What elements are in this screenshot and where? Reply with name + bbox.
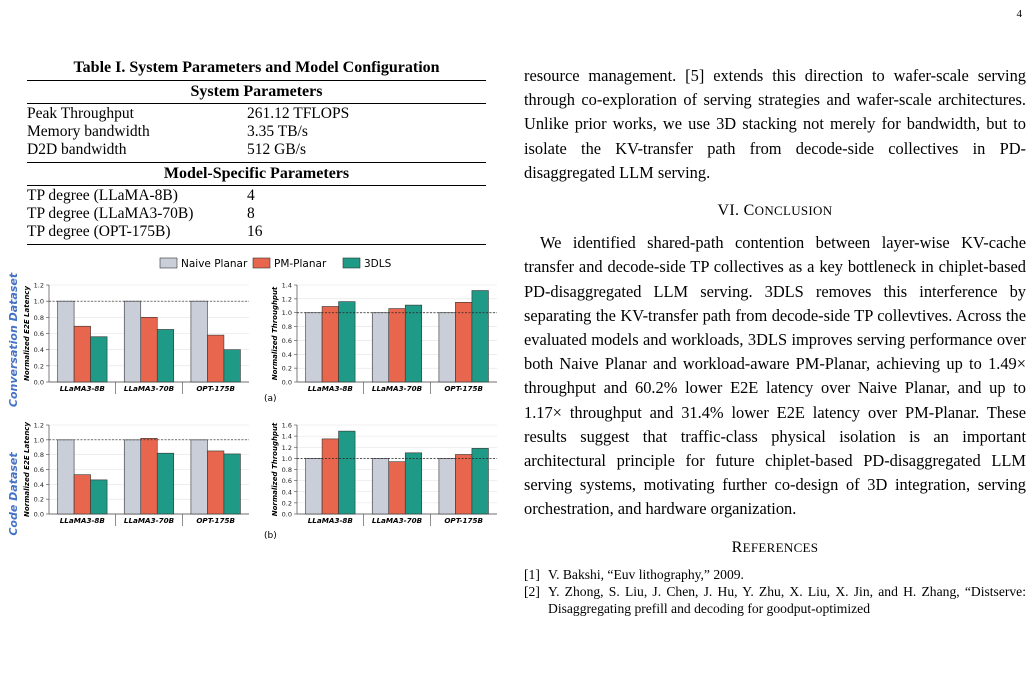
bar-3dls xyxy=(224,350,241,382)
table-caption: Table I. System Parameters and Model Configuration xyxy=(73,59,440,76)
table-row: Memory bandwidth 3.35 TB/s xyxy=(27,123,308,140)
page-number: 4 xyxy=(1016,8,1022,20)
x-tick-label: LLaMA3-8B xyxy=(307,384,353,393)
bar-3dls xyxy=(157,453,174,514)
bar-naive-planar xyxy=(372,313,389,382)
y-axis-label: Normalized E2E Latency xyxy=(23,421,31,518)
results-figure xyxy=(0,256,510,546)
y-tick-label: 0.2 xyxy=(281,364,292,373)
bar-3dls xyxy=(339,302,356,382)
bar-pm-planar xyxy=(207,451,224,514)
legend-swatch-pm xyxy=(253,258,270,268)
y-tick-label: 1.0 xyxy=(281,454,292,463)
bar-3dls xyxy=(157,329,174,382)
intro-paragraph: resource management. [5] extends this direction to wafer-scale serving through co-exploration of serving strategies and wafer-scale architectures. Unlike prior works, we use 3D stacking not merely for bandwidth, but to isolate the KV-transfer path from decode-side collectives in PD-disaggregated LLM serving. xyxy=(524,66,1026,182)
conclusion-heading: VI. CONCLUSION xyxy=(717,202,833,220)
legend-swatch-naive xyxy=(160,258,177,268)
dataset-label-code: Code Dataset xyxy=(7,452,20,536)
y-tick-label: 1.0 xyxy=(281,309,292,318)
model-parameters-rows xyxy=(27,186,486,244)
x-tick-label: LLaMA3-70B xyxy=(123,384,175,393)
x-tick-label: OPT-175B xyxy=(444,516,484,525)
x-tick-label: LLaMA3-70B xyxy=(371,516,423,525)
chart-legend xyxy=(160,258,392,270)
y-tick-label: 0.0 xyxy=(281,510,292,519)
y-tick-label: 0.6 xyxy=(33,330,44,338)
bar-3dls xyxy=(472,291,489,382)
right-column xyxy=(524,64,1026,616)
y-tick-label: 0.8 xyxy=(33,451,44,460)
chart-panel-4 xyxy=(271,422,497,527)
bar-pm-planar xyxy=(455,454,472,514)
bar-pm-planar xyxy=(455,302,472,382)
bar-pm-planar xyxy=(322,306,339,382)
y-tick-label: 1.4 xyxy=(281,281,292,290)
x-tick-label: LLaMA3-70B xyxy=(123,516,175,525)
x-tick-label: OPT-175B xyxy=(196,384,236,393)
y-axis-label: Normalized Throughput xyxy=(271,422,279,517)
y-tick-label: 0.8 xyxy=(33,313,44,322)
conclusion-paragraph: We identified shared-path contention between layer-wise KV-cache transfer and decode-side TP collectives as a key bottleneck in chiplet-based PD-disaggregated LLM serving. 3DLS removes this interference by separating the KV-transfer path from decode-side TP collevtives. Across the evaluated models and workloads, 3DLS improves serving performance over both Naive Planar and workload-aware PM-Planar, achieving up to 1.49× throughput and 60.2% lower E2E latency over Naive Planar, and up to 1.17× throughput and 31.4% lower E2E latency over PM-Planar. These results suggest that traffic-class physical isolation is an important architectural principle for future chiplet-based PD-disaggregated LLM serving systems, motivating further co-design of 3D integration, serving orchestration, and hardware organization. xyxy=(524,233,1026,519)
bar-pm-planar xyxy=(207,335,224,382)
y-tick-label: 0.8 xyxy=(281,323,292,332)
y-tick-label: 1.6 xyxy=(281,421,292,430)
reference-item: [2] Y. Zhong, S. Liu, J. Chen, J. Hu, Y. Zhu, X. Liu, X. Jin, and H. Zhang, “Distserve: Disaggregating prefill and decoding for goodput-optimized xyxy=(524,583,1026,616)
y-tick-label: 0.6 xyxy=(33,466,44,474)
bar-naive-planar xyxy=(124,440,141,514)
bar-charts xyxy=(23,282,497,527)
y-tick-label: 0.0 xyxy=(33,510,44,519)
dataset-label-conversation: Conversation Dataset xyxy=(7,272,20,408)
y-tick-label: 0.6 xyxy=(281,477,292,486)
y-tick-label: 1.2 xyxy=(281,295,292,304)
y-tick-label: 0.2 xyxy=(33,495,44,504)
table-row: D2D bandwidth 512 GB/s xyxy=(27,141,306,158)
model-parameters-title: Model-Specific Parameters xyxy=(163,165,350,182)
x-tick-label: OPT-175B xyxy=(196,516,236,525)
bar-3dls xyxy=(339,431,356,514)
x-tick-label: LLaMA3-8B xyxy=(59,384,105,393)
y-tick-label: 1.4 xyxy=(281,432,292,441)
chart-panel-2 xyxy=(271,282,497,395)
y-tick-label: 0.2 xyxy=(33,362,44,371)
bar-pm-planar xyxy=(74,326,91,382)
bar-pm-planar xyxy=(389,462,406,514)
y-axis-label: Normalized E2E Latency xyxy=(23,285,31,382)
table-row: TP degree (OPT-175B) 16 xyxy=(27,223,263,240)
y-tick-label: 1.0 xyxy=(33,297,44,306)
y-tick-label: 0.6 xyxy=(281,336,292,345)
bar-3dls xyxy=(91,480,108,514)
bar-3dls xyxy=(224,454,241,514)
x-tick-label: LLaMA3-70B xyxy=(371,384,423,393)
system-parameters-title: System Parameters xyxy=(190,83,323,100)
bar-naive-planar xyxy=(306,458,323,514)
y-tick-label: 0.0 xyxy=(33,378,44,387)
bar-naive-planar xyxy=(306,313,323,382)
chart-panel-1 xyxy=(23,282,249,395)
y-axis-label: Normalized Throughput xyxy=(271,286,279,381)
x-tick-label: LLaMA3-8B xyxy=(59,516,105,525)
references-heading: REFERENCES xyxy=(731,538,819,556)
y-tick-label: 0.0 xyxy=(281,378,292,387)
bar-pm-planar xyxy=(141,317,158,382)
table-row: Peak Throughput 261.12 TFLOPS xyxy=(27,105,350,122)
y-tick-label: 1.2 xyxy=(33,281,44,290)
bar-naive-planar xyxy=(191,440,208,514)
bar-naive-planar xyxy=(58,440,74,514)
bar-pm-planar xyxy=(389,309,406,382)
x-tick-label: OPT-175B xyxy=(444,384,484,393)
legend-swatch-3dls xyxy=(343,258,360,268)
bar-naive-planar xyxy=(372,458,389,514)
legend-label-pm: PM-Planar xyxy=(274,258,327,270)
bar-3dls xyxy=(405,453,422,514)
y-tick-label: 0.2 xyxy=(281,499,292,508)
y-tick-label: 0.4 xyxy=(281,350,292,359)
parameters-table xyxy=(27,58,486,245)
bar-3dls xyxy=(91,337,108,382)
bar-naive-planar xyxy=(439,313,456,382)
panel-label-b: (b) xyxy=(264,531,277,541)
y-tick-label: 0.8 xyxy=(281,466,292,474)
bar-pm-planar xyxy=(322,439,339,514)
chart-panel-3 xyxy=(23,422,249,527)
y-tick-label: 1.2 xyxy=(281,443,292,452)
table-row: TP degree (LLaMA-8B) 4 xyxy=(27,187,255,204)
y-tick-label: 1.0 xyxy=(33,436,44,445)
system-parameters-rows xyxy=(27,104,486,162)
bar-pm-planar xyxy=(141,438,158,514)
bar-pm-planar xyxy=(74,475,91,514)
bar-naive-planar xyxy=(58,301,74,382)
panel-label-a: (a) xyxy=(264,394,277,404)
bar-naive-planar xyxy=(124,301,141,382)
x-tick-label: LLaMA3-8B xyxy=(307,516,353,525)
bar-naive-planar xyxy=(191,301,208,382)
legend-label-3dls: 3DLS xyxy=(364,258,392,270)
bar-3dls xyxy=(405,305,422,382)
y-tick-label: 1.2 xyxy=(33,421,44,430)
results-chart-svg xyxy=(0,256,510,546)
bar-naive-planar xyxy=(439,458,456,514)
legend-label-naive: Naive Planar xyxy=(181,258,248,270)
y-tick-label: 0.4 xyxy=(33,346,44,355)
y-tick-label: 0.4 xyxy=(281,488,292,497)
reference-item: [1] V. Bakshi, “Euv lithography,” 2009. xyxy=(524,566,744,582)
y-tick-label: 0.4 xyxy=(33,480,44,489)
table-row: TP degree (LLaMA3-70B) 8 xyxy=(27,205,255,222)
